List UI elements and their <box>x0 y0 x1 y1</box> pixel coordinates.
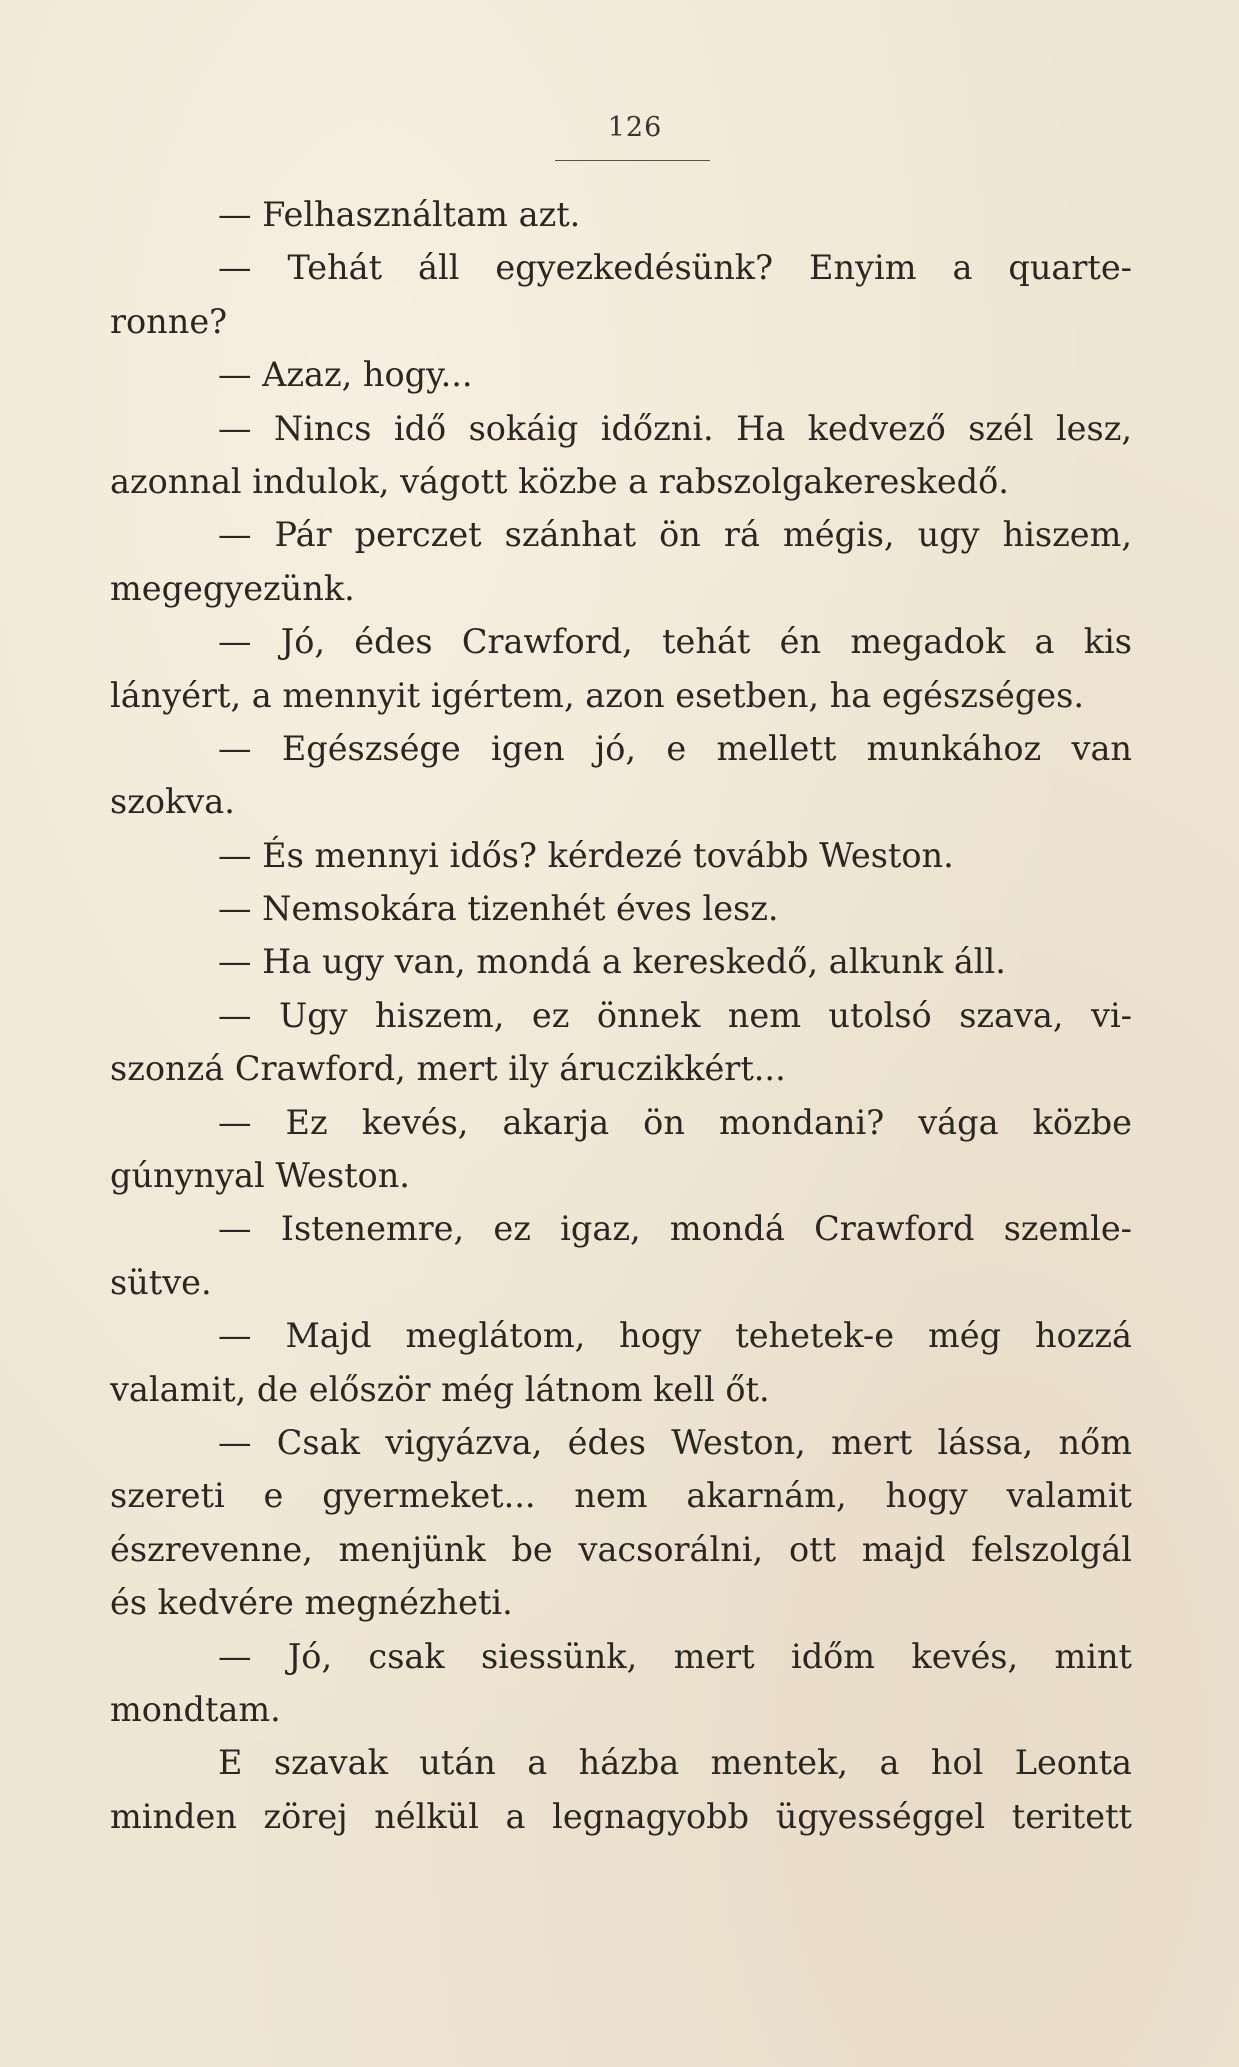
text-line: — Istenemre, ez igaz, mondá Crawford szemle- <box>218 1209 1132 1249</box>
text-line: — Ugy hiszem, ez önnek nem utolsó szava, vi- <box>218 995 1132 1035</box>
text-line: — Pár perczet szánhat ön rá mégis, ugy hiszem, <box>218 515 1132 555</box>
text-line: szonzá Crawford, mert ily áruczikkért... <box>110 1049 786 1089</box>
body-text <box>110 188 1132 1843</box>
text-line: gúnynyal Weston. <box>110 1156 410 1196</box>
text-line: — Felhasználtam azt. <box>218 195 581 234</box>
text-line: — Ez kevés, akarja ön mondani? vága közbe <box>218 1102 1132 1142</box>
text-line: mondtam. <box>110 1689 281 1729</box>
text-line: — Nincs idő sokáig időzni. Ha kedvező szél lesz, <box>218 408 1132 448</box>
text-line: — Azaz, hogy... <box>218 355 473 395</box>
text-line: azonnal indulok, vágott közbe a rabszolgakereskedő. <box>110 461 1009 501</box>
text-line: szereti e gyermeket... nem akarnám, hogy valamit <box>110 1476 1132 1516</box>
text-line: — Csak vigyázva, édes Weston, mert lássa, nőm <box>218 1422 1132 1462</box>
text-line: — Tehát áll egyezkedésünk? Enyim a quarte- <box>218 248 1132 288</box>
text-line: szokva. <box>110 782 235 822</box>
text-line: — Jó, csak siessünk, mert időm kevés, mint <box>218 1636 1132 1676</box>
text-line: — Ha ugy van, mondá a kereskedő, alkunk áll. <box>218 942 1006 982</box>
text-line: — Jó, édes Crawford, tehát én megadok a kis <box>218 622 1132 662</box>
text-line: valamit, de először még látnom kell őt. <box>110 1369 770 1409</box>
page-number-rule <box>555 160 710 161</box>
text-line: E szavak után a házba mentek, a hol Leonta <box>218 1743 1132 1783</box>
text-line: — Majd meglátom, hogy tehetek-e még hozzá <box>218 1316 1132 1356</box>
text-line: sütve. <box>110 1262 212 1302</box>
text-line: minden zörej nélkül a legnagyobb ügyességgel teritett <box>110 1796 1132 1836</box>
text-line: lányért, a mennyit igértem, azon esetben, ha egészséges. <box>110 675 1084 715</box>
text-line: — És mennyi idős? kérdezé tovább Weston. <box>218 835 954 875</box>
text-line: megegyezünk. <box>110 568 355 608</box>
page-number: 126 <box>607 112 663 143</box>
text-line: és kedvére megnézheti. <box>110 1583 513 1623</box>
text-line: — Egészsége igen jó, e mellett munkához van <box>218 728 1132 768</box>
text-line: — Nemsokára tizenhét éves lesz. <box>218 889 779 929</box>
text-line: észrevenne, menjünk be vacsorálni, ott majd felszolgál <box>110 1529 1132 1569</box>
text-line: ronne? <box>110 301 228 341</box>
